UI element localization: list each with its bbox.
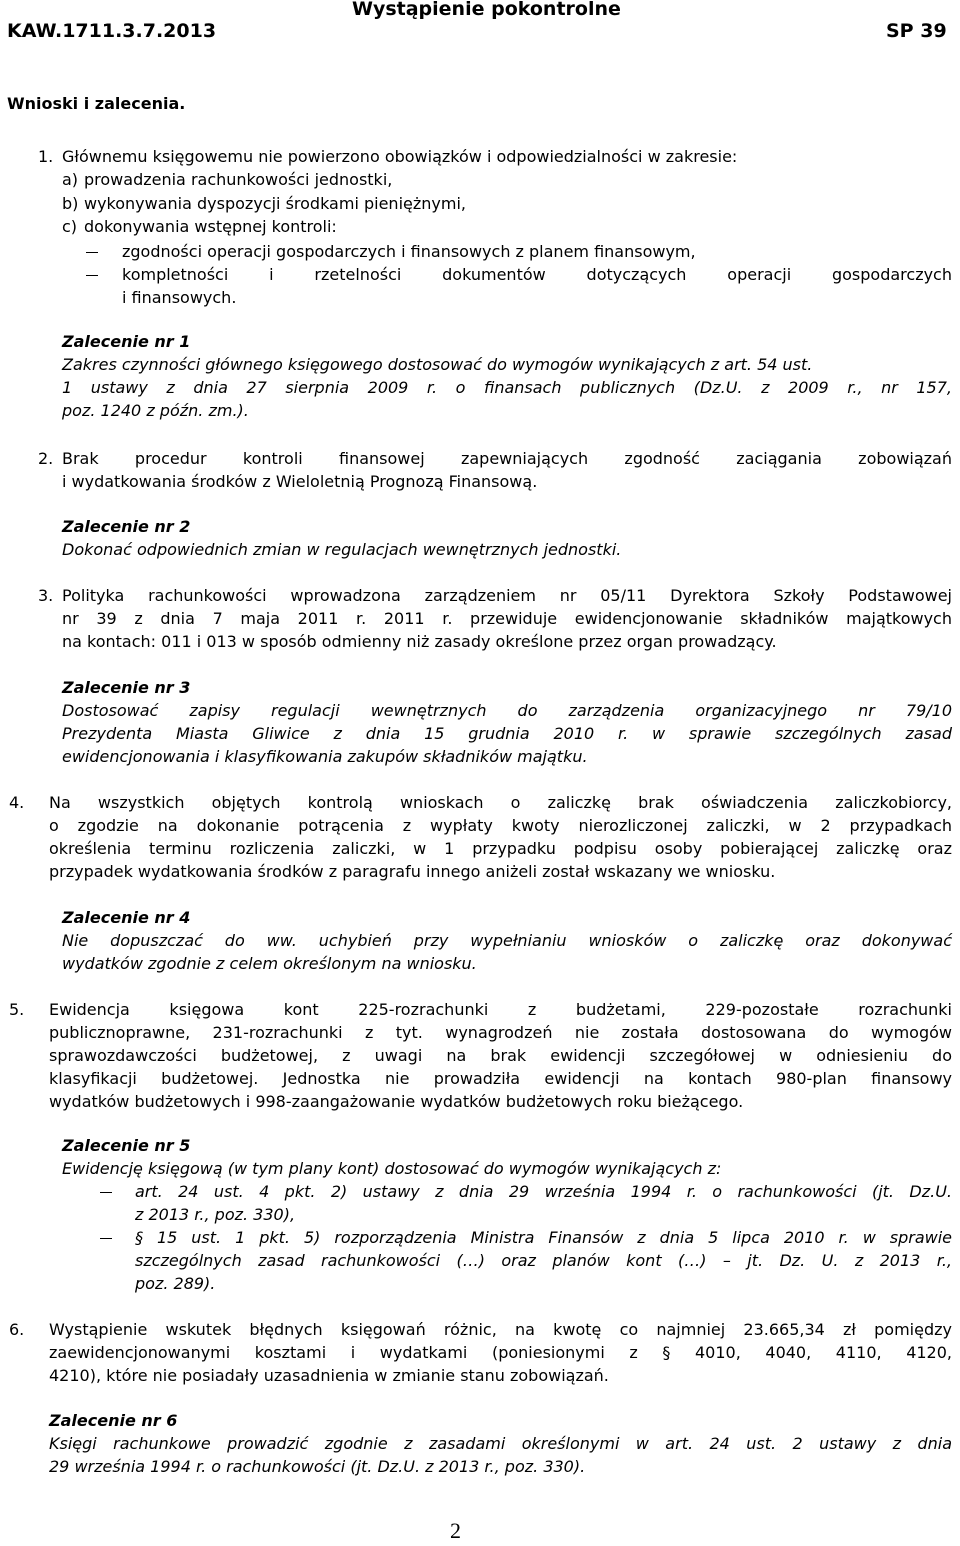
recommendation-1-line: Zakres czynności głównego księgowego dostosować do wymogów wynikających z art. 54 ust. <box>62 355 813 374</box>
recommendation-1-line: 1 ustawy z dnia 27 sierpnia 2009 r. o finansach publicznych (Dz.U. z 2009 r., nr 157, <box>62 378 952 397</box>
recommendation-2-line: Dokonać odpowiednich zmian w regulacjach wewnętrznych jednostki. <box>62 540 622 559</box>
item-2-line: Brak procedur kontroli finansowej zapewniających zgodność zaciągania zobowiązań <box>62 449 952 468</box>
recommendation-2-title: Zalecenie nr 2 <box>62 517 191 536</box>
item-4-line: przypadek wydatkowania środków z paragrafu innego aniżeli został wskazany we wniosku. <box>49 862 776 881</box>
dash-bullet <box>86 252 98 253</box>
recommendation-3-line: Dostosować zapisy regulacji wewnętrznych do zarządzenia organizacyjnego nr 79/10 <box>62 701 952 720</box>
item-5-line: sprawozdawczości budżetowej, z uwagi na brak ewidencji szczegółowej w odniesieniu do <box>49 1046 952 1065</box>
recommendation-5-bullet-2: § 15 ust. 1 pkt. 5) rozporządzenia Ministra Finansów z dnia 5 lipca 2010 r. w sprawie <box>135 1228 952 1247</box>
dash-bullet <box>100 1192 112 1193</box>
recommendation-4-line: Nie dopuszczać do ww. uchybień przy wypełnianiu wniosków o zaliczkę oraz dokonywać <box>62 931 952 950</box>
item-4-line: określenia terminu rozliczenia zaliczki, w 1 przypadku podpisu osoby pobierającej zaliczkę oraz <box>49 839 952 858</box>
recommendation-1-line: poz. 1240 z późn. zm.). <box>62 401 249 420</box>
item-1b-label: b) <box>62 194 79 213</box>
item-5-line: klasyfikacji budżetowej. Jednostka nie prowadziła ewidencji na kontach 980-plan finansowy <box>49 1069 952 1088</box>
item-1b-text: wykonywania dyspozycji środkami pieniężnymi, <box>84 194 466 213</box>
dash-bullet <box>100 1238 112 1239</box>
item-5-number: 5. <box>9 1000 25 1019</box>
item-4-number: 4. <box>9 793 25 812</box>
recommendation-3-line: Prezydenta Miasta Gliwice z dnia 15 grudnia 2010 r. w sprawie szczególnych zasad <box>62 724 952 743</box>
recommendation-4-line: wydatków zgodnie z celem określonym na wniosku. <box>62 954 477 973</box>
item-5-line: Ewidencja księgowa kont 225-rozrachunki z budżetami, 229-pozostałe rozrachunki <box>49 1000 952 1019</box>
recommendation-5-bullet-1-cont: z 2013 r., poz. 330), <box>135 1205 296 1224</box>
item-2-number: 2. <box>38 449 54 468</box>
item-4-line: Na wszystkich objętych kontrolą wnioskach o zaliczkę brak oświadczenia zaliczkobiorcy, <box>49 793 952 812</box>
item-5-line: wydatków budżetowych i 998-zaangażowanie wydatków budżetowych roku bieżącego. <box>49 1092 744 1111</box>
item-3-line: na kontach: 011 i 013 w sposób odmienny niż zasady określone przez organ prowadzący. <box>62 632 777 651</box>
item-1-dash-2-cont: i finansowych. <box>122 288 237 307</box>
recommendation-5-bullet-2-cont: poz. 289). <box>135 1274 216 1293</box>
item-3-line: Polityka rachunkowości wprowadzona zarządzeniem nr 05/11 Dyrektora Szkoły Podstawowej <box>62 586 952 605</box>
recommendation-3-line: ewidencjonowania i klasyfikowania zakupów składników majątku. <box>62 747 588 766</box>
recommendation-5-line: Ewidencję księgową (w tym plany kont) dostosować do wymogów wynikających z: <box>62 1159 722 1178</box>
document-title: Wystąpienie pokontrolne <box>352 0 621 20</box>
recommendation-5-bullet-1: art. 24 ust. 4 pkt. 2) ustawy z dnia 29 września 1994 r. o rachunkowości (jt. Dz.U. <box>135 1182 952 1201</box>
item-1a-label: a) <box>62 170 79 189</box>
item-1c-label: c) <box>62 217 78 236</box>
recommendation-6-line: Księgi rachunkowe prowadzić zgodnie z zasadami określonymi w art. 24 ust. 2 ustawy z dnia <box>49 1434 952 1453</box>
item-6-line: zaewidencjonowanymi kosztami i wydatkami (poniesionymi z § 4010, 4040, 4110, 4120, <box>49 1343 952 1362</box>
recommendation-6-title: Zalecenie nr 6 <box>49 1411 178 1430</box>
item-1-dash-1: zgodności operacji gospodarczych i finansowych z planem finansowym, <box>122 242 696 261</box>
item-4-line: o zgodzie na dokonanie potrącenia z wypłaty kwoty nierozliczonej zaliczki, w 2 przypadkach <box>49 816 952 835</box>
item-1c-text: dokonywania wstępnej kontroli: <box>84 217 337 236</box>
recommendation-5-bullet-2-cont: szczególnych zasad rachunkowości (…) oraz planów kont (…) – jt. Dz. U. z 2013 r., <box>135 1251 952 1270</box>
recommendation-4-title: Zalecenie nr 4 <box>62 908 191 927</box>
document-reference: KAW.1711.3.7.2013 <box>7 20 217 42</box>
item-6-line: Wystąpienie wskutek błędnych księgowań różnic, na kwotę co najmniej 23.665,34 zł pomiędzy <box>49 1320 952 1339</box>
recommendation-3-title: Zalecenie nr 3 <box>62 678 191 697</box>
item-1a-text: prowadzenia rachunkowości jednostki, <box>84 170 393 189</box>
item-3-number: 3. <box>38 586 54 605</box>
item-1-dash-2: kompletności i rzetelności dokumentów dotyczących operacji gospodarczych <box>122 265 952 284</box>
section-title: Wnioski i zalecenia. <box>7 94 186 113</box>
item-6-line: 4210), które nie posiadały uzasadnienia w zmianie stanu zobowiązań. <box>49 1366 609 1385</box>
recommendation-1-title: Zalecenie nr 1 <box>62 332 191 351</box>
dash-bullet <box>86 275 98 276</box>
page-number: 2 <box>450 1518 461 1543</box>
recommendation-6-line: 29 września 1994 r. o rachunkowości (jt. Dz.U. z 2013 r., poz. 330). <box>49 1457 586 1476</box>
item-6-number: 6. <box>9 1320 25 1339</box>
item-1-number: 1. <box>38 147 54 166</box>
item-2-line: i wydatkowania środków z Wieloletnią Prognozą Finansową. <box>62 472 538 491</box>
item-3-line: nr 39 z dnia 7 maja 2011 r. 2011 r. przewiduje ewidencjonowanie składników majątkowych <box>62 609 952 628</box>
item-1-text: Głównemu księgowemu nie powierzono obowiązków i odpowiedzialności w zakresie: <box>62 147 738 166</box>
recommendation-5-title: Zalecenie nr 5 <box>62 1136 191 1155</box>
unit-label: SP 39 <box>886 20 947 42</box>
item-5-line: publicznoprawne, 231-rozrachunki z tyt. wynagrodzeń nie została dostosowana do wymogów <box>49 1023 952 1042</box>
